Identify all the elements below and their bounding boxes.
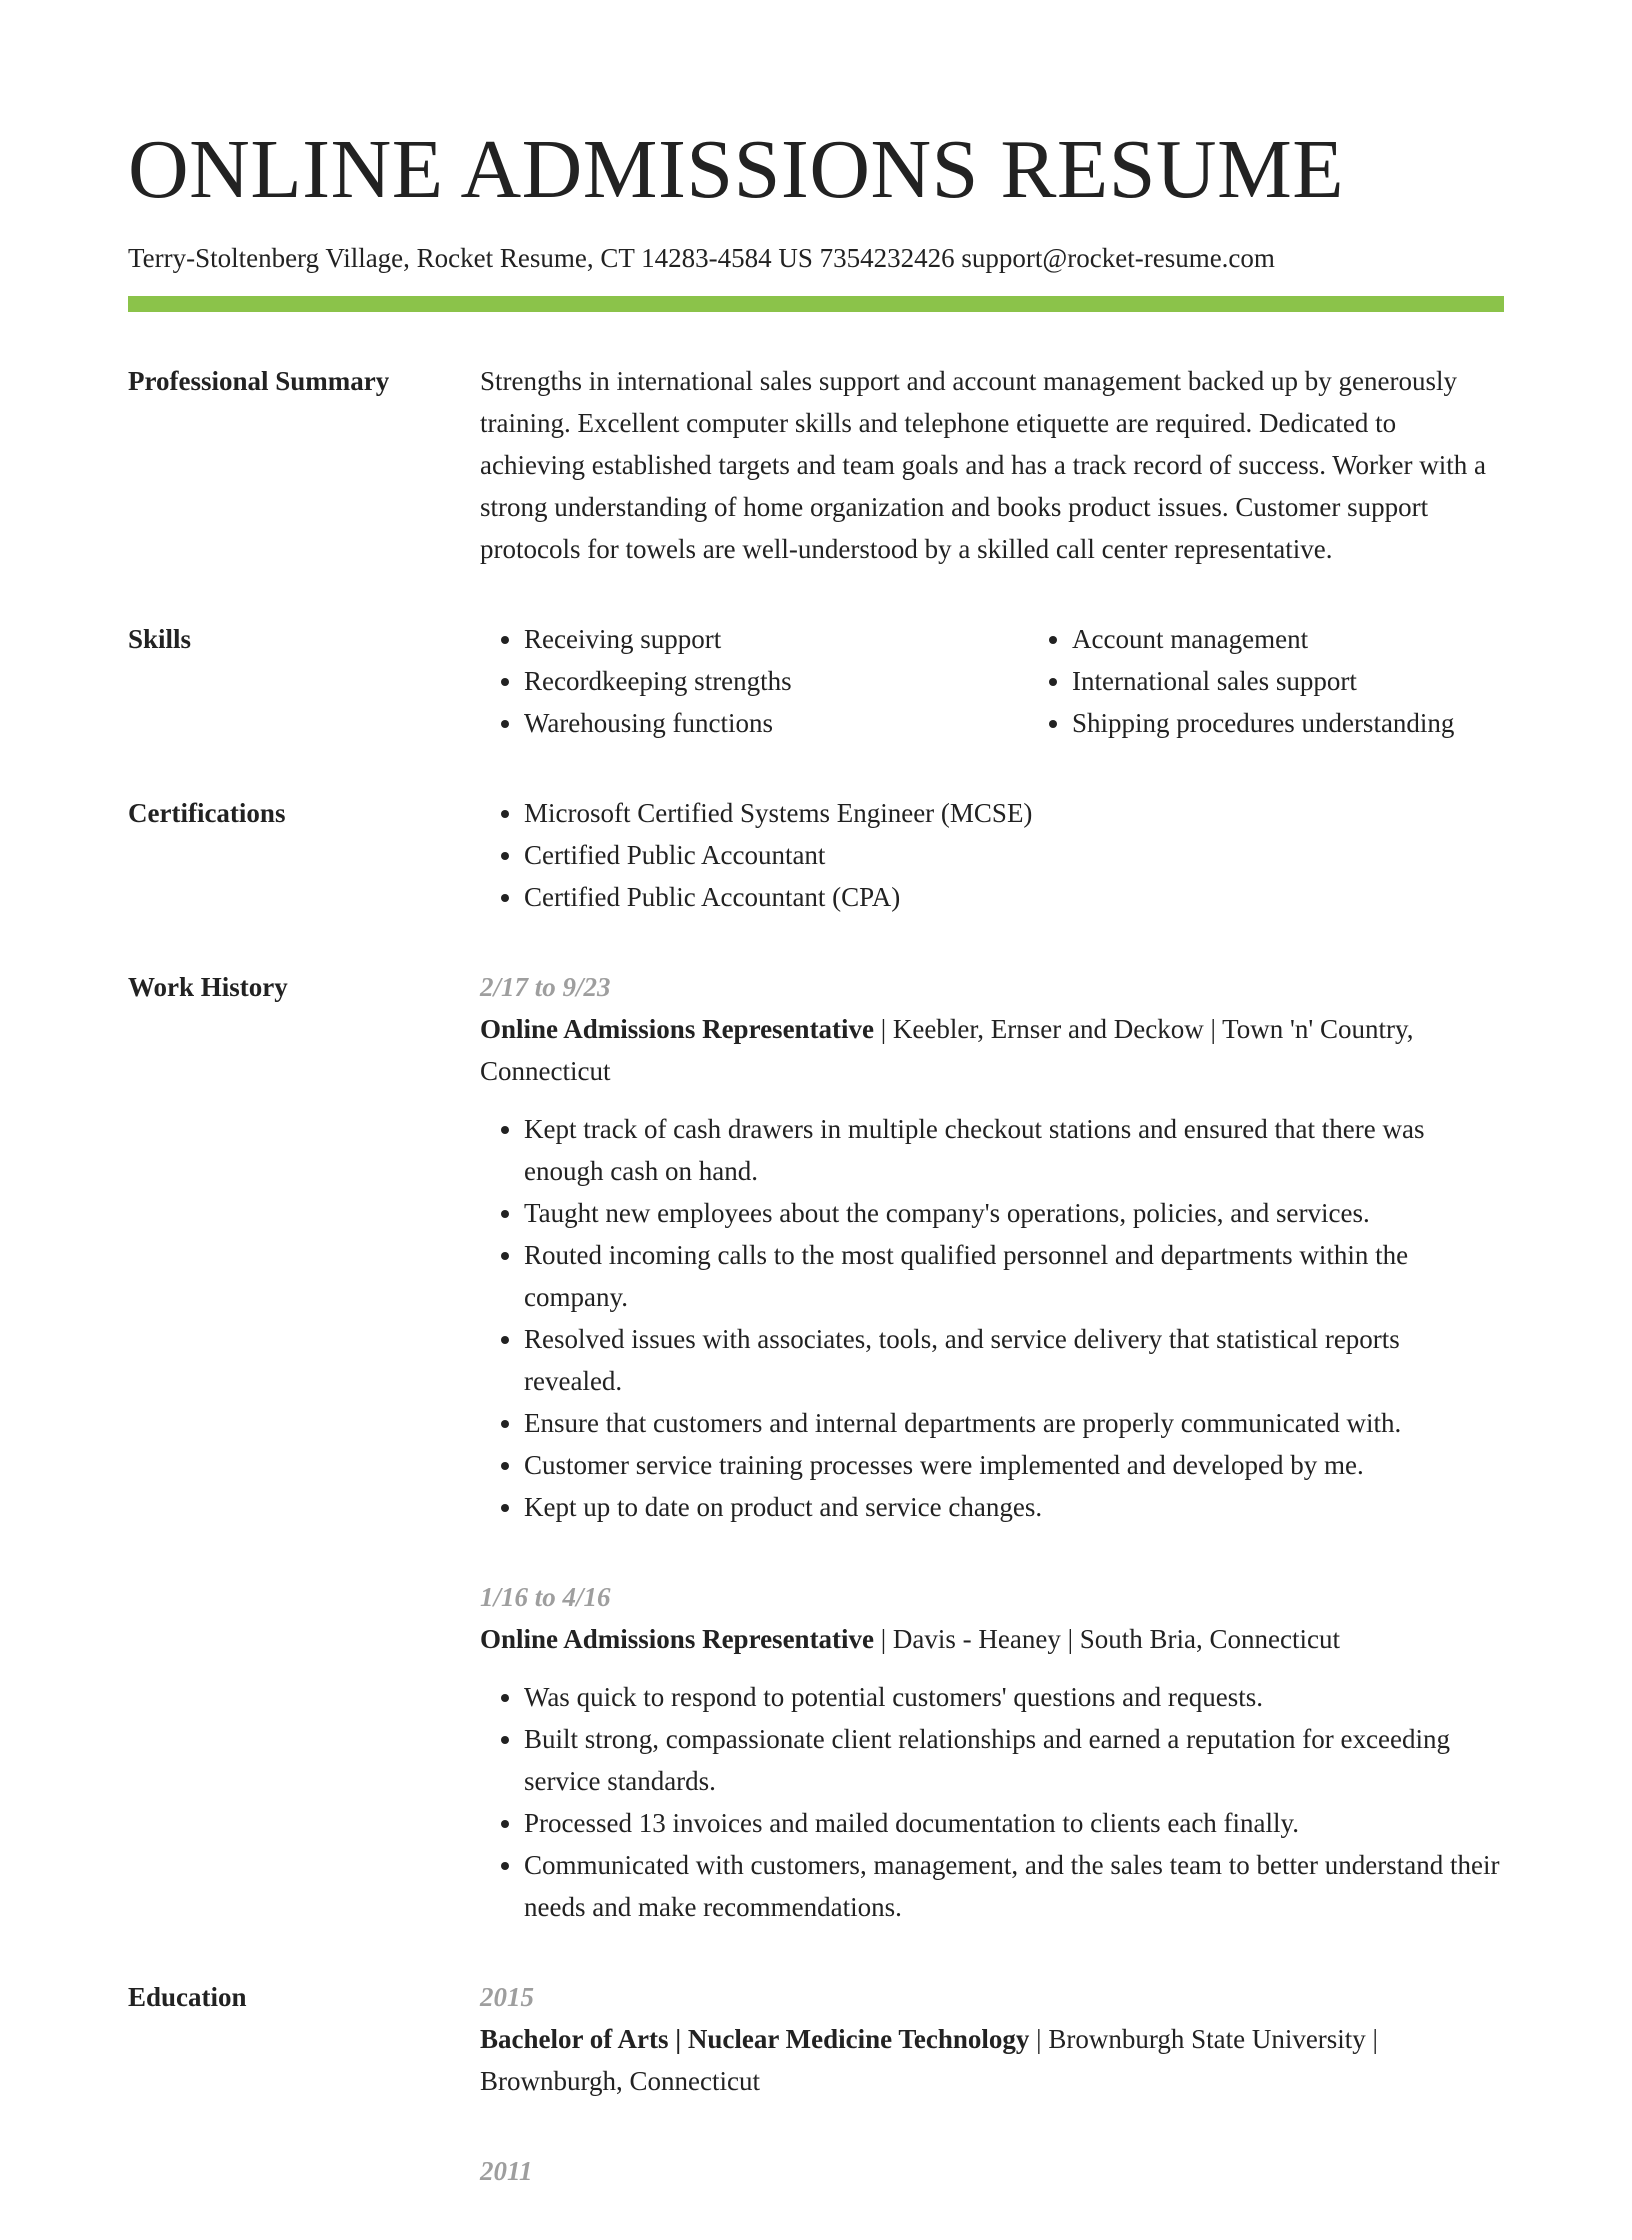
- job-bullet: • Communicated with customers, management, and the sales team to better understand their needs and make recommendations.: [524, 1844, 1504, 1928]
- job-entry: [480, 966, 1504, 1528]
- certifications-label: Certifications: [128, 798, 286, 828]
- skill-item: • International sales support: [1072, 660, 1576, 702]
- job-bullet: • Processed 13 invoices and mailed documentation to clients each finally.: [524, 1802, 1504, 1844]
- job-bullet: • Was quick to respond to potential customers' questions and requests.: [524, 1676, 1504, 1718]
- education-body: [480, 1976, 1504, 2240]
- skill-item: • Receiving support: [524, 618, 1028, 660]
- summary-body: [480, 360, 1504, 570]
- job-bullet: • Kept up to date on product and service changes.: [524, 1486, 1504, 1528]
- job-bullet: • Built strong, compassionate client relationships and earned a reputation for exceeding service standards.: [524, 1718, 1504, 1802]
- job-title: Online Admissions Representative: [480, 1624, 875, 1654]
- accent-divider: [128, 296, 1504, 312]
- skill-item: • Recordkeeping strengths: [524, 660, 1028, 702]
- skills-section: [128, 618, 1504, 744]
- job-heading: [480, 1008, 1504, 1092]
- education-details: | Brownburgh State University | Brownburgh, Connecticut: [480, 2024, 1378, 2096]
- certification-item: • Certified Public Accountant (CPA): [524, 876, 1504, 918]
- job-bullet: • Customer service training processes were implemented and developed by me.: [524, 1444, 1504, 1486]
- education-entry: [480, 2150, 1504, 2192]
- certifications-list: [480, 792, 1504, 918]
- job-dates: 2/17 to 9/23: [480, 972, 611, 1002]
- education-section: [128, 1976, 1504, 2240]
- job-details: | Keebler, Ernser and Deckow | Town 'n' Country, Connecticut: [480, 1014, 1414, 1086]
- certification-item: • Microsoft Certified Systems Engineer (MCSE): [524, 792, 1504, 834]
- education-entry: [480, 1976, 1504, 2102]
- skills-list-right: [1028, 618, 1576, 744]
- job-bullets: [480, 1108, 1504, 1528]
- contact-line: Terry-Stoltenberg Village, Rocket Resume, CT 14283-4584 US 7354232426 support@rocket-resume.com: [128, 243, 1275, 273]
- summary-section: [128, 360, 1504, 570]
- skills-list-left: [480, 618, 1028, 744]
- job-details: | Davis - Heaney | South Bria, Connecticut: [874, 1624, 1340, 1654]
- job-dates: 1/16 to 4/16: [480, 1582, 611, 1612]
- skill-item: • Shipping procedures understanding: [1072, 702, 1576, 744]
- education-degree: Bachelor of Arts | Nuclear Medicine Technology: [480, 2024, 1030, 2054]
- certifications-section: [128, 792, 1504, 918]
- education-year: 2015: [480, 1982, 534, 2012]
- job-bullet: • Taught new employees about the company's operations, policies, and services.: [524, 1192, 1504, 1234]
- skills-body: [480, 618, 1576, 744]
- work-history-section: [128, 966, 1504, 1928]
- job-bullet: • Ensure that customers and internal departments are properly communicated with.: [524, 1402, 1504, 1444]
- education-heading: [480, 2018, 1504, 2102]
- certification-item: • Certified Public Accountant: [524, 834, 1504, 876]
- summary-text: Strengths in international sales support and account management backed up by generously training. Excellent computer skills and telephone etiquette are required. Dedicated to achieving established targets and team goals and has a track record of success. Worker with a strong understanding of home organization and books product issues. Customer support protocols for towels are well-understood by a skilled call center representative.: [480, 366, 1486, 564]
- skills-label: Skills: [128, 624, 192, 654]
- skill-item: • Account management: [1072, 618, 1576, 660]
- resume-page: [128, 0, 1504, 2240]
- job-title: Online Admissions Representative: [480, 1014, 875, 1044]
- resume-title: ONLINE ADMISSIONS RESUME: [128, 123, 1345, 216]
- job-bullet: • Kept track of cash drawers in multiple checkout stations and ensured that there was enough cash on hand.: [524, 1108, 1504, 1192]
- education-year: 2011: [480, 2156, 533, 2186]
- summary-label: Professional Summary: [128, 366, 390, 396]
- education-label: Education: [128, 1982, 247, 2012]
- job-bullet: • Routed incoming calls to the most qualified personnel and departments within the company.: [524, 1234, 1504, 1318]
- work-history-label: Work History: [128, 972, 288, 1002]
- job-heading: [480, 1618, 1504, 1660]
- job-bullet: • Resolved issues with associates, tools, and service delivery that statistical reports revealed.: [524, 1318, 1504, 1402]
- work-history-body: [480, 966, 1504, 1928]
- job-entry: [480, 1576, 1504, 1928]
- certifications-body: [480, 792, 1504, 918]
- job-bullets: [480, 1676, 1504, 1928]
- skill-item: • Warehousing functions: [524, 702, 1028, 744]
